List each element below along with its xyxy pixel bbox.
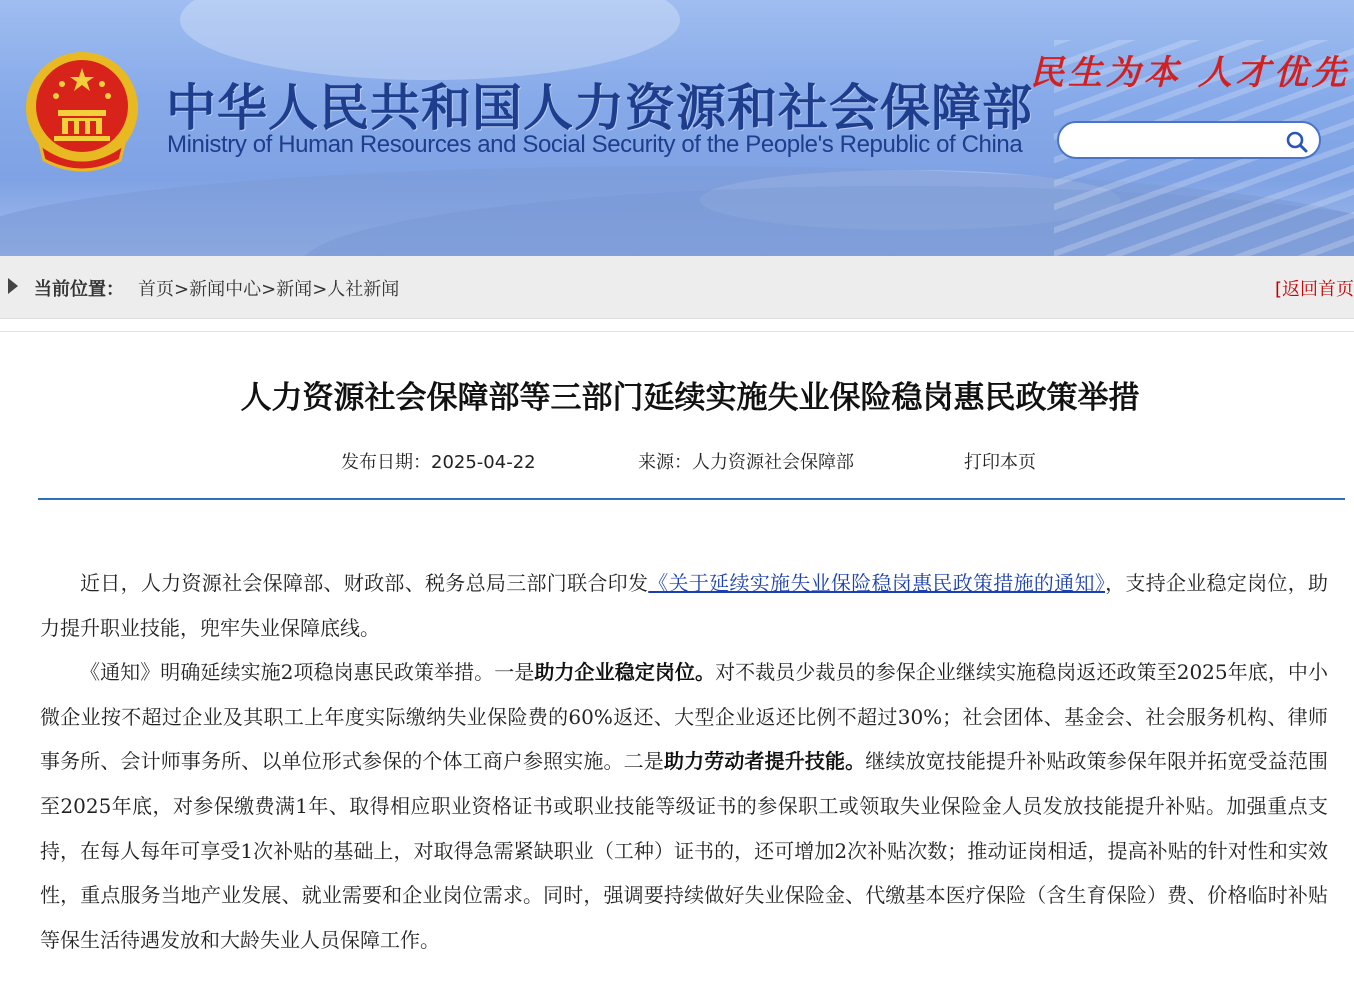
breadcrumb-bar bbox=[0, 256, 1354, 319]
article-source bbox=[638, 448, 854, 474]
publish-date-label: 发布日期： bbox=[341, 452, 431, 473]
paragraph-text: ，支持企业稳定岗位，助力提升职业技能，兜牢失业保障底线。 bbox=[40, 571, 1329, 640]
breadcrumb-separator: > bbox=[261, 279, 277, 300]
paragraph-bold-text: 助力劳动者提升技能。 bbox=[663, 749, 866, 774]
breadcrumb-news[interactable]: 新闻 bbox=[276, 279, 313, 300]
paragraph bbox=[40, 561, 1328, 650]
search-input[interactable] bbox=[1073, 129, 1287, 153]
source-label: 来源： bbox=[638, 452, 692, 473]
article-divider bbox=[38, 498, 1345, 500]
paragraph-bold-text: 助力企业稳定岗位。 bbox=[534, 660, 716, 685]
site-slogan: 民生为本 人才优先 bbox=[1030, 53, 1350, 93]
breadcrumb-separator: > bbox=[174, 279, 190, 300]
article-body bbox=[40, 561, 1328, 962]
paragraph-text: 近日，人力资源社会保障部、财政部、税务总局三部门联合印发 bbox=[80, 571, 649, 595]
paragraph bbox=[40, 650, 1328, 962]
breadcrumb bbox=[138, 275, 399, 301]
site-title-english: Ministry of Human Resources and Social Security of the People's Republic of China bbox=[167, 131, 1023, 158]
back-home-link[interactable]: [返回首页 bbox=[1274, 279, 1354, 300]
print-page-link[interactable]: 打印本页 bbox=[964, 452, 1036, 473]
search-icon[interactable] bbox=[1285, 130, 1309, 154]
national-emblem-icon[interactable] bbox=[22, 48, 142, 172]
site-title-chinese: 中华人民共和国人力资源和社会保障部 bbox=[166, 79, 1033, 137]
divider bbox=[0, 331, 1354, 332]
search-box bbox=[1057, 121, 1321, 159]
paragraph-text: 《通知》明确延续实施2项稳岗惠民政策举措。一是 bbox=[80, 660, 535, 685]
notice-document-link[interactable]: 《关于延续实施失业保险稳岗惠民政策措施的通知》 bbox=[648, 571, 1106, 595]
breadcrumb-home[interactable]: 首页 bbox=[138, 279, 174, 300]
publish-date-value: 2025-04-22 bbox=[431, 452, 536, 473]
breadcrumb-news-center[interactable]: 新闻中心 bbox=[189, 279, 262, 300]
site-header-banner bbox=[0, 0, 1354, 256]
breadcrumb-separator: > bbox=[312, 279, 328, 300]
source-value: 人力资源社会保障部 bbox=[692, 452, 854, 473]
breadcrumb-arrow-icon bbox=[8, 278, 18, 294]
paragraph-text: 继续放宽技能提升补贴政策参保年限并拓宽受益范围至2025年底，对参保缴费满1年、取得相应职业资格证书或职业技能等级证书的参保职工或领取失业保险金人员发放技能提升补贴。加强重点支持，在每人每年可享受1次补贴的基础上，对取得急需紧缺职业（工种）证书的，还可增加2次补贴次数；推动证岗相适，提高补贴的针对性和实效性，重点服务当地产业发展、就业需要和企业岗位需求。同时，强调要持续做好失业保险金、代缴基本医疗保险（含生育保险）费、价格临时补贴等保生活待遇发放和大龄失业人员保障工作。 bbox=[40, 749, 1329, 952]
publish-date bbox=[341, 448, 536, 474]
breadcrumb-hrss-news[interactable]: 人社新闻 bbox=[327, 279, 400, 300]
breadcrumb-label: 当前位置： bbox=[34, 279, 124, 300]
paragraph-text: 对不裁员少裁员的参保企业继续实施稳岗返还政策至2025年底，中小微企业按不超过企业及其职工上年度实际缴纳失业保险费的60%返还、大型企业返还比例不超过30%；社会团体、基金会、社会服务机构、律师事务所、会计师事务所、以单位形式参保的个体工商户参照实施。二是 bbox=[40, 660, 1328, 774]
article-title: 人力资源社会保障部等三部门延续实施失业保险稳岗惠民政策举措 bbox=[240, 380, 1140, 416]
